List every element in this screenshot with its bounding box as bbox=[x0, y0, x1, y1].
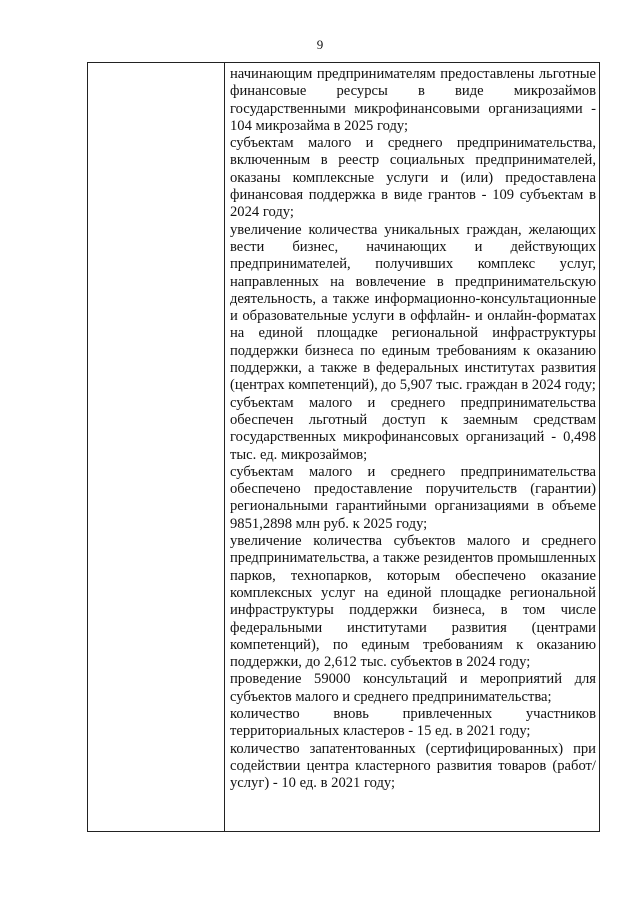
paragraph-microloans-beginners: начинающим предпринимателям предоставлены льготные финансовые ресурсы в виде микрозаймов государственными микрофинансовыми организациями - 104 микрозайма в 2025 году; bbox=[230, 66, 596, 134]
paragraph-unique-citizens: увеличение количества уникальных граждан, желающих вести бизнес, начинающих и действующих предпринимателей, получивших комплекс услуг, направленных на вовлечение в предпринимательскую деятельность, а также информационно-консультационные и образовательные услуги в оффлайн- и онлайн-форматах на единой площадке региональной инфраструктуры поддержки бизнеса по единым требованиям к оказанию поддержки, а также в федеральных институтах развития (центрах компетенций), до 5,907 тыс. граждан в 2024 году; bbox=[230, 221, 596, 394]
paragraph-consultations: проведение 59000 консультаций и мероприятий для субъектов малого и среднего предпринимательства; bbox=[230, 671, 596, 705]
paragraph-microloan-access: субъектам малого и среднего предпринимательства обеспечен льготный доступ к заемным средствам государственных микрофинансовых организаций - 0,498 тыс. ед. микрозаймов; bbox=[230, 394, 596, 463]
document-table bbox=[87, 62, 600, 832]
table-right-cell bbox=[230, 66, 596, 792]
table-left-cell bbox=[88, 63, 225, 831]
paragraph-guarantees: субъектам малого и среднего предпринимательства обеспечено предоставление поручительств (гарантии) региональными гарантийными организациями в объеме 9851,2898 млн руб. к 2025 году; bbox=[230, 463, 596, 532]
paragraph-social-entrepreneurs: субъектам малого и среднего предпринимательства, включенным в реестр социальных предпринимателей, оказаны комплексные услуги и (или) предоставлена финансовая поддержка в виде грантов - 109 субъектам в 2024 году; bbox=[230, 135, 596, 221]
paragraph-patented-goods: количество запатентованных (сертифицированных) при содействии центра кластерного развития товаров (работ/услуг) - 10 ед. в 2021 году; bbox=[230, 740, 596, 792]
paragraph-complex-services: увеличение количества субъектов малого и среднего предпринимательства, а также резидентов промышленных парков, технопарков, которым обеспечено оказание комплексных услуг на единой площадке региональной инфраструктуры поддержки бизнеса, в том числе федеральными институтами развития (центрами компетенций), по единым требованиям к оказанию поддержки, до 2,612 тыс. субъектов в 2024 году; bbox=[230, 533, 596, 671]
page-number: 9 bbox=[316, 37, 324, 52]
paragraph-cluster-participants: количество вновь привлеченных участников территориальных кластеров - 15 ед. в 2021 году; bbox=[230, 705, 596, 740]
